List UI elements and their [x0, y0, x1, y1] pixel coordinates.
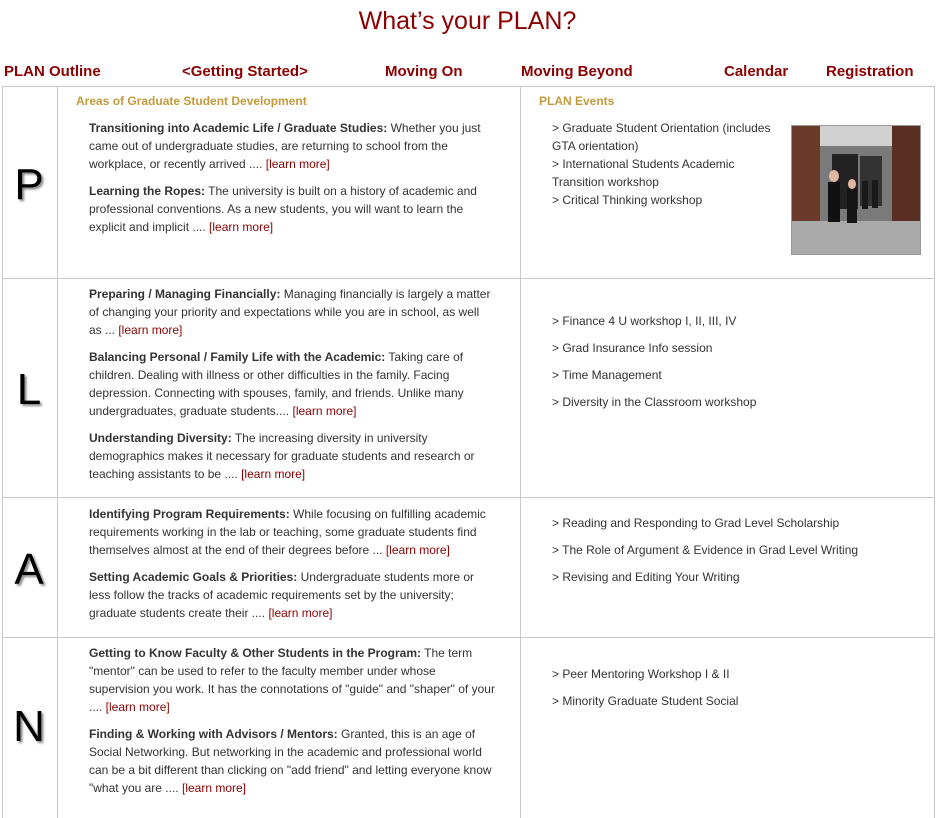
- entry-title: Transitioning into Academic Life / Graduate Studies:: [89, 121, 388, 135]
- event-link[interactable]: > Minority Graduate Student Social: [552, 694, 739, 708]
- entry-title: Learning the Ropes:: [89, 184, 206, 198]
- nav-getting-started[interactable]: <Getting Started>: [182, 63, 308, 80]
- entry: [89, 348, 495, 420]
- entry-title: Balancing Personal / Family Life with the Academic:: [89, 350, 386, 364]
- entry: [89, 725, 495, 797]
- row-divider: [2, 278, 935, 279]
- column-divider: [57, 86, 58, 818]
- events-list: [552, 119, 784, 209]
- entry: [89, 568, 495, 622]
- letter-n: N: [13, 702, 45, 751]
- entry: [89, 285, 495, 339]
- event-link[interactable]: > Time Management: [552, 368, 662, 382]
- events-list: [552, 514, 922, 595]
- entry-title: Setting Academic Goals & Priorities:: [89, 570, 298, 584]
- learn-more-link[interactable]: [learn more]: [265, 157, 330, 171]
- event-link[interactable]: > Finance 4 U workshop I, II, III, IV: [552, 314, 737, 328]
- entry-text: Taking care of children. Dealing with illness or other difficulties in the family. Facing depression. Connecting with spouses, family, and friends. Unlike many undergraduates, graduate students....: [89, 350, 464, 418]
- entry-text: Whether you just came out of undergraduate studies, are returning to school from the workplace, or recently arrived ....: [89, 121, 481, 171]
- learn-more-link[interactable]: [learn more]: [385, 543, 450, 557]
- event-link[interactable]: > Peer Mentoring Workshop I & II: [552, 667, 730, 681]
- row-divider: [2, 497, 935, 498]
- entry-text: Granted, this is an age of Social Networking. But networking in the academic and professional world can be a bit different than clicking on "add friend" and letting everyone know "what you are ....: [89, 727, 492, 795]
- letter-a: A: [14, 545, 44, 594]
- learn-more-link[interactable]: [learn more]: [268, 606, 333, 620]
- entry: [89, 505, 495, 559]
- entry-title: Understanding Diversity:: [89, 431, 232, 445]
- nav-plan-outline[interactable]: PLAN Outline: [4, 63, 101, 80]
- letter-p: P: [14, 160, 44, 209]
- entry: [89, 429, 495, 483]
- entry-text: Undergraduate students more or less follow the tracks of academic requirements set by the university; graduate students create their ....: [89, 570, 475, 620]
- event-link[interactable]: > Revising and Editing Your Writing: [552, 570, 740, 584]
- students-photo: [791, 125, 921, 255]
- events-list: [552, 312, 922, 420]
- learn-more-link[interactable]: [learn more]: [181, 781, 247, 795]
- event-link[interactable]: > Critical Thinking workshop: [552, 193, 703, 207]
- row-divider: [2, 637, 935, 638]
- entry: [89, 644, 495, 716]
- entry-title: Preparing / Managing Financially:: [89, 287, 281, 301]
- learn-more-link[interactable]: [learn more]: [292, 404, 357, 418]
- nav-moving-beyond[interactable]: Moving Beyond: [521, 63, 633, 80]
- entry-text: While focusing on fulfilling academic requirements working in the lab or teaching, some graduate students find themselves almost at the end of their degrees before ...: [89, 507, 486, 557]
- entry-text: Managing financially is largely a matter of changing your priority and expectations while you are in school, as well as ...: [89, 287, 491, 337]
- page-title: What’s your PLAN?: [358, 7, 577, 35]
- event-link[interactable]: > Grad Insurance Info session: [552, 341, 713, 355]
- nav-moving-on[interactable]: Moving On: [385, 63, 463, 80]
- learn-more-link[interactable]: [learn more]: [105, 700, 170, 714]
- learn-more-link[interactable]: [learn more]: [241, 467, 306, 481]
- learn-more-link[interactable]: [learn more]: [118, 323, 183, 337]
- nav-registration[interactable]: Registration: [826, 63, 914, 80]
- event-link[interactable]: > International Students Academic Transition workshop: [552, 157, 735, 189]
- entry-text: The increasing diversity in university demographics makes it necessary for graduate students and research or teaching assistants to be ....: [89, 431, 475, 481]
- entry: [89, 119, 495, 173]
- areas-heading: Areas of Graduate Student Development: [76, 94, 307, 108]
- entry-text: The university is built on a history of academic and professional conventions. As a new students, you will want to learn the explicit and implicit ....: [89, 184, 477, 234]
- column-divider: [520, 86, 521, 818]
- nav-calendar[interactable]: Calendar: [724, 63, 789, 80]
- letter-l: L: [16, 365, 42, 414]
- entry-title: Getting to Know Faculty & Other Students in the Program:: [89, 646, 422, 660]
- entry: [89, 182, 495, 236]
- event-link[interactable]: > Reading and Responding to Grad Level Scholarship: [552, 516, 840, 530]
- event-link[interactable]: > Graduate Student Orientation (includes GTA orientation): [552, 121, 771, 153]
- events-list: [552, 665, 922, 719]
- entry-text: The term "mentor" can be used to refer to the faculty member under whose supervision you work. It has the connotations of "guide" and "shaper" of your ....: [89, 646, 495, 714]
- entry-title: Identifying Program Requirements:: [89, 507, 290, 521]
- event-link[interactable]: > Diversity in the Classroom workshop: [552, 395, 757, 409]
- event-link[interactable]: > The Role of Argument & Evidence in Grad Level Writing: [552, 543, 859, 557]
- entry-title: Finding & Working with Advisors / Mentors:: [89, 727, 338, 741]
- learn-more-link[interactable]: [learn more]: [209, 220, 274, 234]
- events-heading: PLAN Events: [539, 94, 615, 108]
